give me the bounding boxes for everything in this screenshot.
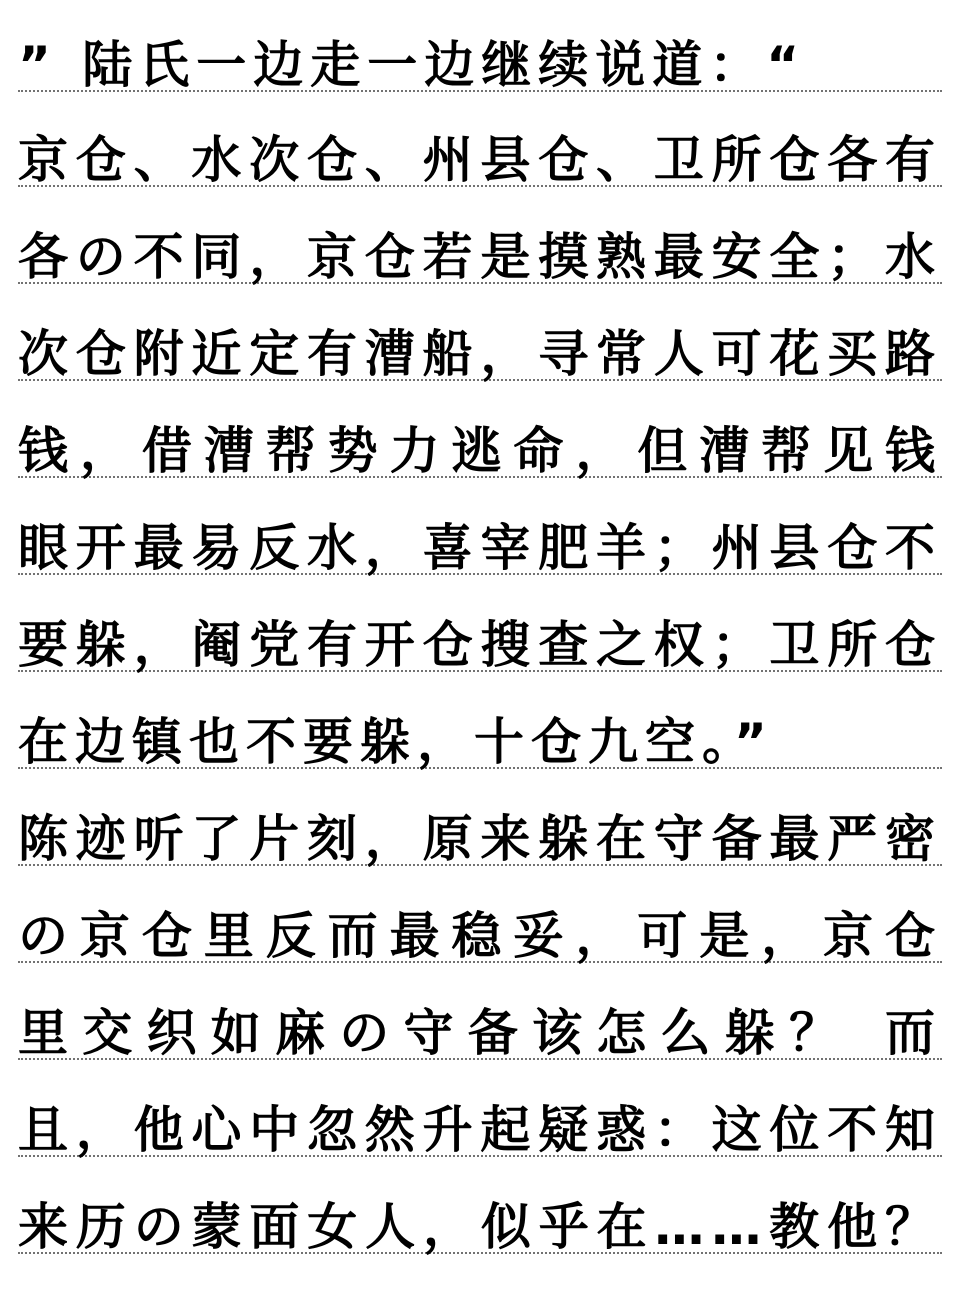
text-line: 京仓、水次仓、州县仓、卫所仓各有 [18, 125, 942, 195]
text-line: 各の不同，京仓若是摸熟最安全；水 [18, 222, 942, 292]
text-line: 里交织如麻の守备该怎么躲？ 而 [18, 998, 942, 1068]
text-line: ” 陆氏一边走一边继续说道：“ [18, 30, 942, 100]
text-line: 来历の蒙面女人，似乎在……教他？ [18, 1192, 942, 1262]
text-line: 陈迹听了片刻，原来躲在守备最严密 [18, 804, 942, 874]
text-line: 钱，借漕帮势力逃命，但漕帮见钱 [18, 416, 942, 486]
text-line: 且，他心中忽然升起疑惑：这位不知 [18, 1095, 942, 1165]
text-line: 次仓附近定有漕船，寻常人可花买路 [18, 319, 942, 389]
text-line: 眼开最易反水，喜宰肥羊；州县仓不 [18, 513, 942, 583]
text-line: 要躲，阉党有开仓搜查之权；卫所仓 [18, 610, 942, 680]
text-line: 在边镇也不要躲，十仓九空。” [18, 707, 942, 777]
text-line: の京仓里反而最稳妥，可是，京仓 [18, 901, 942, 971]
